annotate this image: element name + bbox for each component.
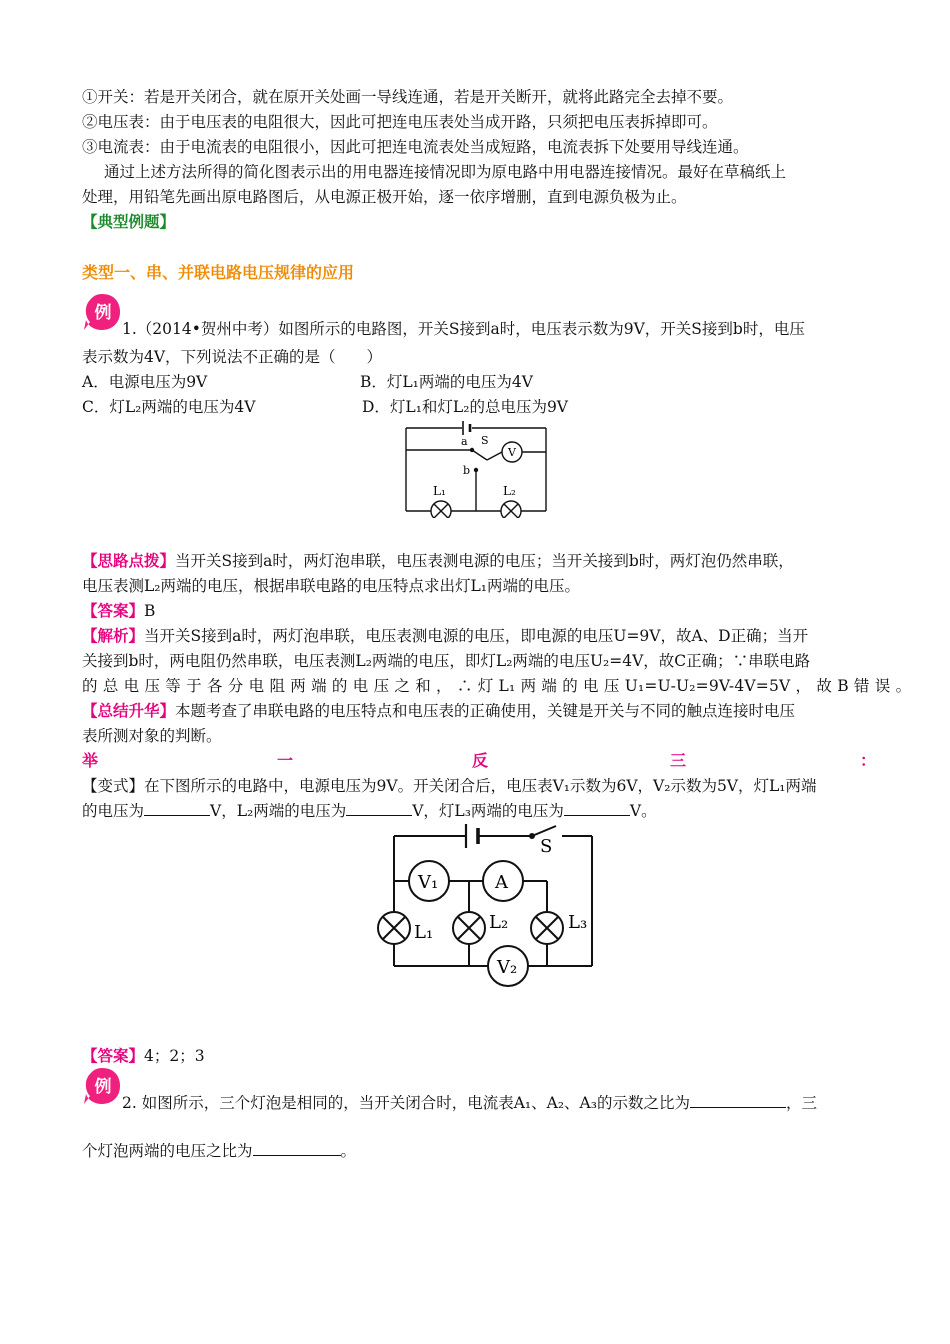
- summary-line2: 表所测对象的判断。: [82, 727, 222, 745]
- jyfs-char-4: 三: [670, 751, 687, 770]
- svg-text:L₁: L₁: [414, 922, 434, 943]
- option-a: A．电源电压为9V: [82, 373, 208, 391]
- intro-paragraph-line2: 处理，用铅笔先画出原电路图后，从电源正极开始，逐一依序增删，直到电源负极为止。: [82, 188, 687, 206]
- section-title: 类型一、串、并联电路电压规律的应用: [82, 263, 355, 282]
- svg-text:L₁: L₁: [433, 484, 446, 498]
- variant-answer-value: 4；2；3: [144, 1047, 205, 1065]
- svg-text:例: 例: [94, 1077, 112, 1097]
- variant-text-2a: 的电压为: [82, 802, 145, 820]
- circuit-diagram-2: [372, 818, 602, 990]
- question1-line1: 1.（2014•贺州中考）如图所示的电路图，开关S接到a时，电压表示数为9V，开关S接到b时，电压: [122, 320, 805, 338]
- variant-answer-label: 【答案】: [82, 1046, 145, 1065]
- rule-voltmeter: ②电压表：由于电压表的电阻很大，因此可把连电压表处当成开路，只须把电压表拆掉即可。: [82, 113, 718, 131]
- svg-text:V: V: [508, 446, 516, 459]
- svg-text:S: S: [481, 434, 489, 447]
- answer1-value: B: [144, 602, 156, 620]
- question1-line2: 表示数为4V，下列说法不正确的是（ ）: [82, 348, 383, 366]
- blank-l1-voltage[interactable]: [144, 800, 210, 816]
- circuit-diagram-1: [400, 418, 550, 518]
- jyfs-char-1: 举: [82, 751, 99, 770]
- question2-text-2-end: 。: [340, 1142, 357, 1160]
- option-d: D．灯L₁和灯L₂的总电压为9V: [362, 398, 568, 416]
- question2-line1: [122, 1092, 817, 1114]
- variant-text-2d: V。: [629, 802, 657, 820]
- hint-line1: [82, 550, 794, 572]
- blank-current-ratio[interactable]: [690, 1092, 786, 1108]
- hint-label: 【思路点拨】: [82, 551, 176, 570]
- analysis-line3: 的 总 电 压 等 于 各 分 电 阻 两 端 的 电 压 之 和 ， ∴ 灯 L₁ 两 端 的 电 压 U₁=U-U₂=9V-4V=5V ， 故 B 错 误 。: [82, 677, 912, 695]
- question2-text-1: 2. 如图所示，三个灯泡是相同的，当开关闭合时，电流表A₁、A₂、A₃的示数之比为: [122, 1094, 690, 1112]
- summary-line1: [82, 700, 795, 722]
- svg-text:L₃: L₃: [568, 912, 588, 933]
- variant-text-2c: V，灯L₃两端的电压为: [412, 802, 564, 820]
- svg-text:S: S: [540, 836, 553, 857]
- hint-line2: 电压表测L₂两端的电压，根据串联电路的电压特点求出灯L₁两端的电压。: [82, 577, 581, 595]
- analysis-line2: 关接到b时，两电阻仍然串联，电压表测L₂两端的电压，即灯L₂两端的电压U₂=4V，故C正确；∵串联电路: [82, 652, 811, 670]
- svg-text:V₂: V₂: [497, 957, 518, 978]
- svg-text:L₂: L₂: [503, 484, 516, 498]
- jyfs-char-5: ：: [860, 751, 877, 770]
- option-b: B．灯L₁两端的电压为4V: [360, 373, 533, 391]
- answer1-label: 【答案】: [82, 601, 145, 620]
- svg-text:例: 例: [94, 303, 112, 323]
- svg-text:L₂: L₂: [489, 912, 509, 933]
- analysis-line1: [82, 625, 808, 647]
- answer1-line: [82, 600, 155, 622]
- variant-label: 【变式】: [82, 777, 145, 795]
- variant-line1: [82, 775, 817, 797]
- rule-ammeter: ③电流表：由于电流表的电阻很小，因此可把连电流表处当成短路，电流表拆下处要用导线连通。: [82, 138, 749, 156]
- blank-l3-voltage[interactable]: [564, 800, 630, 816]
- analysis-text-1: 当开关S接到a时，两灯泡串联，电压表测电源的电压，即电源的电压U=9V，故A、D正确；当开: [144, 627, 809, 645]
- jyfs-char-3: 反: [472, 751, 489, 770]
- hint-text-1: 当开关S接到a时，两灯泡串联，电压表测电源的电压；当开关接到b时，两灯泡仍然串联，: [175, 552, 794, 570]
- jyfs-heading: [82, 750, 877, 772]
- example-badge-icon: [82, 1066, 122, 1106]
- blank-voltage-ratio[interactable]: [253, 1140, 341, 1156]
- intro-paragraph-line1: 通过上述方法所得的简化图表示出的用电器连接情况即为原电路中用电器连接情况。最好在草稿纸上: [104, 163, 787, 181]
- blank-l2-voltage[interactable]: [346, 800, 412, 816]
- option-c: C．灯L₂两端的电压为4V: [82, 398, 256, 416]
- svg-text:a: a: [461, 435, 468, 448]
- variant-text-1: 在下图所示的电路中，电源电压为9V。开关闭合后，电压表V₁示数为6V，V₂示数为5V，灯L₁两端: [144, 777, 817, 795]
- typical-examples-heading: 【典型例题】: [82, 212, 176, 231]
- summary-label: 【总结升华】: [82, 701, 176, 720]
- svg-text:V₁: V₁: [418, 872, 439, 893]
- variant-text-2b: V，L₂两端的电压为: [210, 802, 347, 820]
- variant-answer-line: [82, 1045, 205, 1067]
- example-badge-icon: [82, 292, 122, 332]
- question2-text-1-end: ，三: [785, 1094, 817, 1112]
- summary-text-1: 本题考查了串联电路的电压特点和电压表的正确使用，关键是开关与不同的触点连接时电压: [175, 702, 796, 720]
- question2-text-2: 个灯泡两端的电压之比为: [82, 1142, 253, 1160]
- svg-text:A: A: [495, 872, 508, 893]
- analysis-label: 【解析】: [82, 626, 145, 645]
- jyfs-char-2: 一: [277, 751, 294, 770]
- question2-line2: [82, 1140, 356, 1162]
- svg-text:b: b: [463, 464, 471, 477]
- rule-switch: ①开关：若是开关闭合，就在原开关处画一导线连通，若是开关断开，就将此路完全去掉不要。: [82, 88, 734, 106]
